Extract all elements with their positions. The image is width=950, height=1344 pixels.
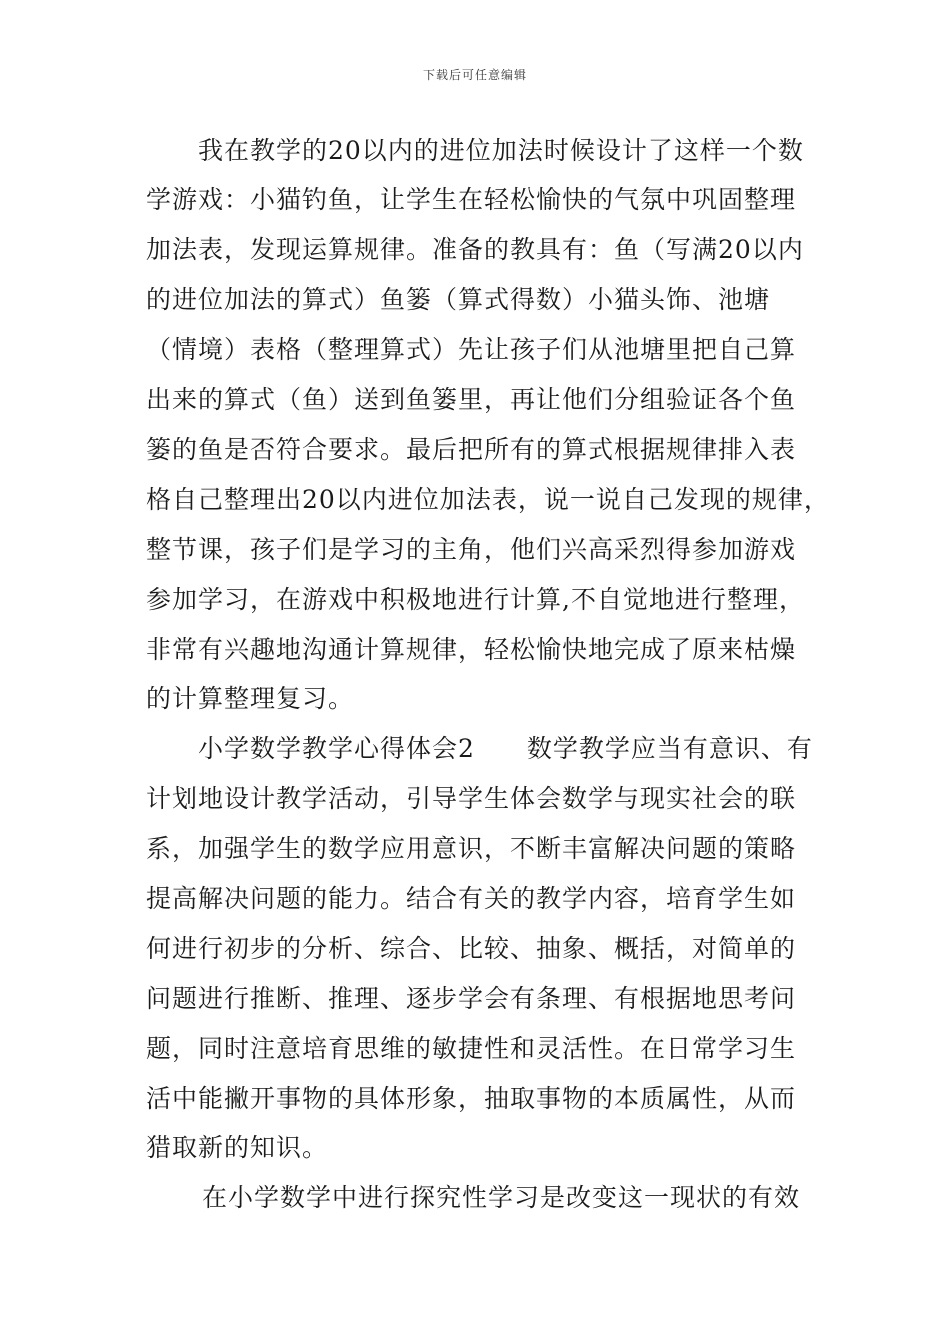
text-line: 猎取新的知识。 xyxy=(146,1133,329,1162)
text-line: 的进位加法的算式）鱼篓（算式得数）小猫头饰、池塘 xyxy=(146,285,771,314)
text-line: 参加学习，在游戏中积极地进行计算,不自觉地进行整理， xyxy=(146,585,805,614)
text-line: 何进行初步的分析、综合、比较、抽象、概括，对简单的 xyxy=(146,934,797,963)
text-line: 出来的算式（鱼）送到鱼篓里，再让他们分组验证各个鱼 xyxy=(146,385,797,414)
text-line: 格自己整理出20以内进位加法表，说一说自己发现的规律， xyxy=(146,485,830,514)
text-line: 提高解决问题的能力。结合有关的教学内容，培育学生如 xyxy=(146,884,797,913)
text-line: 加法表，发现运算规律。准备的教具有：鱼（写满20以内 xyxy=(146,235,804,264)
text-line: （情境）表格（整理算式）先让孩子们从池塘里把自己算 xyxy=(146,335,797,364)
text-line: 篓的鱼是否符合要求。最后把所有的算式根据规律排入表 xyxy=(146,435,797,464)
text-line: 活中能撇开事物的具体形象，抽取事物的本质属性，从而 xyxy=(146,1084,797,1113)
text-line: 在小学数学中进行探究性学习是改变这一现状的有效 xyxy=(202,1183,801,1212)
text-line: 我在教学的20以内的进位加法时候设计了这样一个数 xyxy=(198,136,804,165)
text-line: 题，同时注意培育思维的敏捷性和灵活性。在日常学习生 xyxy=(146,1034,797,1063)
text-line: 整节课，孩子们是学习的主角，他们兴高采烈得参加游戏 xyxy=(146,535,797,564)
section-heading-line: 小学数学教学心得体会2 数学教学应当有意识、有 xyxy=(198,734,813,763)
text-line: 计划地设计教学活动，引导学生体会数学与现实社会的联 xyxy=(146,784,797,813)
text-line: 系，加强学生的数学应用意识，不断丰富解决问题的策略 xyxy=(146,834,797,863)
page-header-note: 下载后可任意编辑 xyxy=(422,68,527,82)
text-line: 问题进行推断、推理、逐步学会有条理、有根据地思考问 xyxy=(146,984,797,1013)
text-line: 学游戏：小猫钓鱼，让学生在轻松愉快的气氛中巩固整理 xyxy=(146,185,797,214)
text-line: 非常有兴趣地沟通计算规律，轻松愉快地完成了原来枯燥 xyxy=(146,635,797,664)
text-line: 的计算整理复习。 xyxy=(146,684,355,713)
